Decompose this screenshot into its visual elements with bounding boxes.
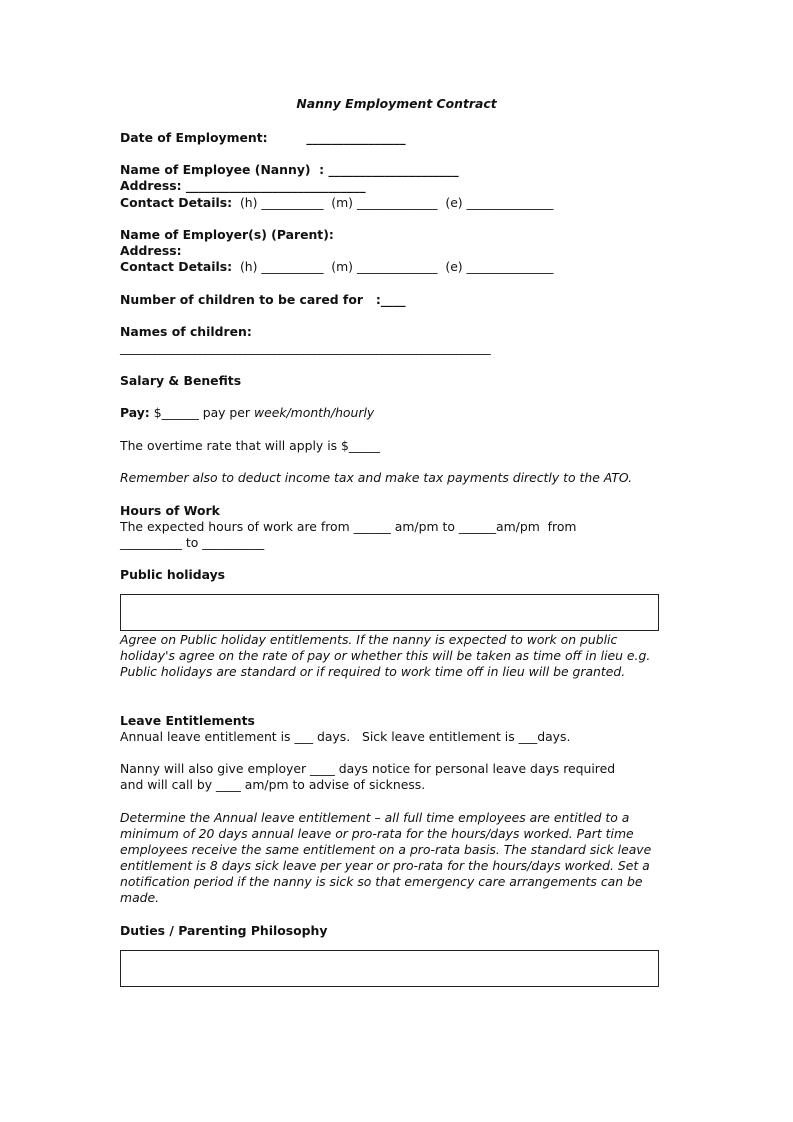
employee-name-field[interactable]: Name of Employee (Nanny) : _____________________ xyxy=(120,162,459,177)
duties-heading: Duties / Parenting Philosophy xyxy=(120,923,328,938)
employee-contact-label: Contact Details: xyxy=(120,195,233,210)
leave-entitlement-line[interactable]: Annual leave entitlement is ___ days. Sick leave entitlement is ___days. xyxy=(120,729,571,744)
employee-contact-fields[interactable]: (h) __________ (m) _____________ (e) ______________ xyxy=(232,195,554,210)
employer-contact-fields[interactable]: (h) __________ (m) _____________ (e) ______________ xyxy=(232,259,554,274)
employer-contact-label: Contact Details: xyxy=(120,259,233,274)
hours-line-2[interactable]: __________ to __________ xyxy=(120,535,265,550)
names-of-children-label: Names of children: xyxy=(120,324,252,339)
pay-label: Pay: xyxy=(120,405,150,420)
pay-line xyxy=(120,405,374,421)
number-of-children-field[interactable]: Number of children to be cared for :____ xyxy=(120,292,406,307)
employer-address-label: Address: xyxy=(120,243,182,258)
hours-heading: Hours of Work xyxy=(120,503,220,518)
leave-note: Determine the Annual leave entitlement – all full time employees are entitled to a minimum of 20 days annual leave or pro-rata for the hours/days worked. Part time employees receive the same entitlement on a pro-rata basis. The standard sick leave entitlement is 8 days sick leave per year or pro-rata for the hours/days worked. Set a notification period if the nanny is sick so that emergency care arrangements can be made. xyxy=(120,810,652,905)
hours-line-1[interactable]: The expected hours of work are from ______ am/pm to ______am/pm from xyxy=(120,519,577,534)
document-title: Nanny Employment Contract xyxy=(296,96,497,111)
public-holidays-input-box[interactable] xyxy=(120,594,659,631)
pay-field[interactable]: $______ pay per xyxy=(149,405,254,420)
names-of-children-line[interactable]: _________________________________________________________________ xyxy=(120,340,491,355)
tax-note: Remember also to deduct income tax and make tax payments directly to the ATO. xyxy=(120,470,633,485)
employer-contact-details xyxy=(120,259,553,275)
public-holidays-note: Agree on Public holiday entitlements. If the nanny is expected to work on public holiday's agree on the rate of pay or whether this will be taken as time off in lieu e.g. Public holidays are standard or if required to work time off in lieu will be granted. xyxy=(120,632,651,679)
overtime-rate-field[interactable]: The overtime rate that will apply is $_____ xyxy=(120,438,380,453)
leave-notice-line[interactable]: Nanny will also give employer ____ days notice for personal leave days required xyxy=(120,761,616,776)
duties-input-box[interactable] xyxy=(120,950,659,987)
salary-heading: Salary & Benefits xyxy=(120,373,242,388)
employer-name-label: Name of Employer(s) (Parent): xyxy=(120,227,334,242)
date-of-employment-field[interactable]: Date of Employment: ________________ xyxy=(120,130,406,145)
employee-contact-details xyxy=(120,195,553,211)
pay-period: week/month/hourly xyxy=(253,405,375,420)
sickness-call-line[interactable]: and will call by ____ am/pm to advise of sickness. xyxy=(120,777,426,792)
public-holidays-heading: Public holidays xyxy=(120,567,226,582)
leave-heading: Leave Entitlements xyxy=(120,713,255,728)
employee-address-field[interactable]: Address: _____________________________ xyxy=(120,178,366,193)
